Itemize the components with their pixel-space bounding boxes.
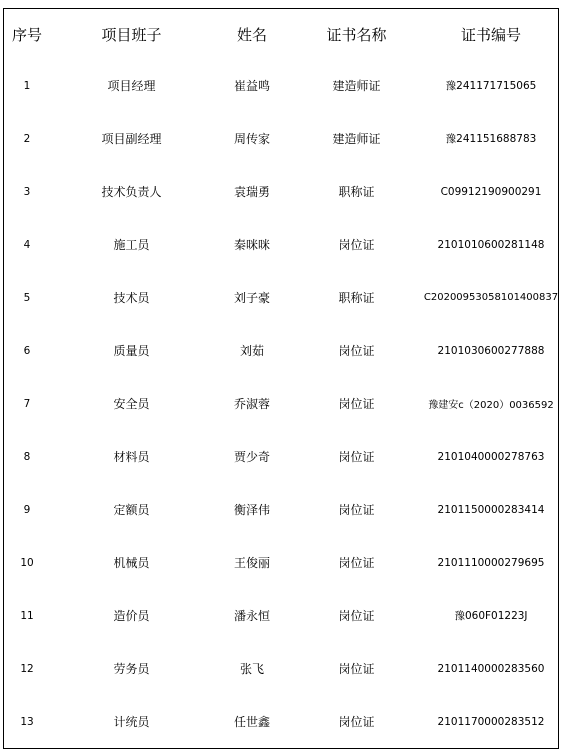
cell-certificate-name: 建造师证 (332, 132, 381, 146)
cell-project-role: 技术员 (113, 291, 150, 305)
personnel-table-frame (3, 8, 559, 749)
header-name: 姓名 (236, 25, 267, 44)
cell-certificate-name: 岗位证 (338, 450, 375, 464)
table-row (4, 271, 560, 324)
cell-serial-number: 5 (23, 291, 31, 304)
table-row (4, 642, 560, 695)
cell-serial-number: 3 (23, 185, 31, 198)
cell-name: 衡泽伟 (233, 503, 270, 517)
cell-certificate-name: 职称证 (338, 185, 375, 199)
cell-certificate-number: 豫241151688783 (445, 133, 537, 145)
cell-name: 秦咪咪 (233, 238, 270, 252)
cell-name: 刘茹 (239, 344, 264, 358)
cell-project-role: 机械员 (113, 556, 150, 570)
cell-serial-number: 7 (23, 397, 31, 410)
cell-certificate-name: 岗位证 (338, 344, 375, 358)
cell-certificate-number: C20200953058101400837 (423, 292, 559, 303)
cell-project-role: 劳务员 (113, 662, 150, 676)
cell-certificate-name: 岗位证 (338, 556, 375, 570)
cell-project-role: 质量员 (113, 344, 150, 358)
cell-name: 周传家 (233, 132, 270, 146)
header-serial-number: 序号 (11, 25, 42, 44)
table-row (4, 324, 560, 377)
cell-certificate-number: 2101110000279695 (437, 556, 545, 569)
header-project-role: 项目班子 (101, 25, 162, 44)
cell-certificate-name: 岗位证 (338, 662, 375, 676)
cell-serial-number: 6 (23, 344, 31, 357)
table-row (4, 59, 560, 112)
cell-certificate-name: 建造师证 (332, 79, 381, 93)
cell-certificate-number: 2101140000283560 (437, 662, 545, 675)
cell-project-role: 施工员 (113, 238, 150, 252)
cell-certificate-name: 岗位证 (338, 609, 375, 623)
cell-name: 乔淑蓉 (233, 397, 270, 411)
cell-name: 王俊丽 (233, 556, 270, 570)
table-row (4, 483, 560, 536)
cell-serial-number: 10 (20, 556, 34, 569)
cell-certificate-name: 岗位证 (338, 397, 375, 411)
table-row (4, 589, 560, 642)
table-row (4, 377, 560, 430)
table-row (4, 165, 560, 218)
cell-certificate-number: C09912190900291 (440, 185, 542, 198)
cell-certificate-number: 2101150000283414 (437, 503, 545, 516)
cell-project-role: 定额员 (113, 503, 150, 517)
table-header-row (4, 9, 560, 59)
table-row (4, 695, 560, 748)
cell-name: 贾少奇 (233, 450, 270, 464)
cell-project-role: 材料员 (113, 450, 150, 464)
cell-serial-number: 1 (23, 79, 31, 92)
cell-serial-number: 9 (23, 503, 31, 516)
cell-project-role: 项目副经理 (101, 132, 162, 146)
cell-name: 任世鑫 (233, 715, 270, 729)
cell-project-role: 技术负责人 (101, 185, 162, 199)
cell-serial-number: 13 (20, 715, 34, 728)
cell-serial-number: 11 (20, 609, 34, 622)
cell-certificate-name: 职称证 (338, 291, 375, 305)
table-row (4, 430, 560, 483)
cell-certificate-name: 岗位证 (338, 503, 375, 517)
cell-name: 刘子豪 (233, 291, 270, 305)
cell-project-role: 项目经理 (107, 79, 156, 93)
cell-serial-number: 4 (23, 238, 31, 251)
cell-project-role: 造价员 (113, 609, 150, 623)
cell-name: 张飞 (239, 662, 264, 676)
cell-project-role: 计统员 (113, 715, 150, 729)
table-row (4, 112, 560, 165)
table-row (4, 218, 560, 271)
cell-name: 袁瑞勇 (233, 185, 270, 199)
cell-name: 潘永恒 (233, 609, 270, 623)
cell-name: 崔益鸣 (233, 79, 270, 93)
cell-certificate-name: 岗位证 (338, 238, 375, 252)
cell-project-role: 安全员 (113, 397, 150, 411)
cell-serial-number: 8 (23, 450, 31, 463)
cell-certificate-number: 2101030600277888 (437, 344, 545, 357)
cell-serial-number: 12 (20, 662, 34, 675)
cell-certificate-number: 豫241171715065 (445, 80, 537, 92)
cell-certificate-number: 2101170000283512 (437, 715, 545, 728)
cell-certificate-number: 豫060F01223J (454, 610, 528, 622)
header-certificate-number: 证书编号 (460, 25, 521, 44)
personnel-table (4, 9, 560, 748)
cell-certificate-number: 豫建安c（2020）0036592 (428, 400, 554, 411)
cell-certificate-number: 2101040000278763 (437, 450, 545, 463)
cell-serial-number: 2 (23, 132, 31, 145)
cell-certificate-name: 岗位证 (338, 715, 375, 729)
header-certificate-name: 证书名称 (326, 25, 387, 44)
table-row (4, 536, 560, 589)
cell-certificate-number: 2101010600281148 (437, 238, 545, 251)
